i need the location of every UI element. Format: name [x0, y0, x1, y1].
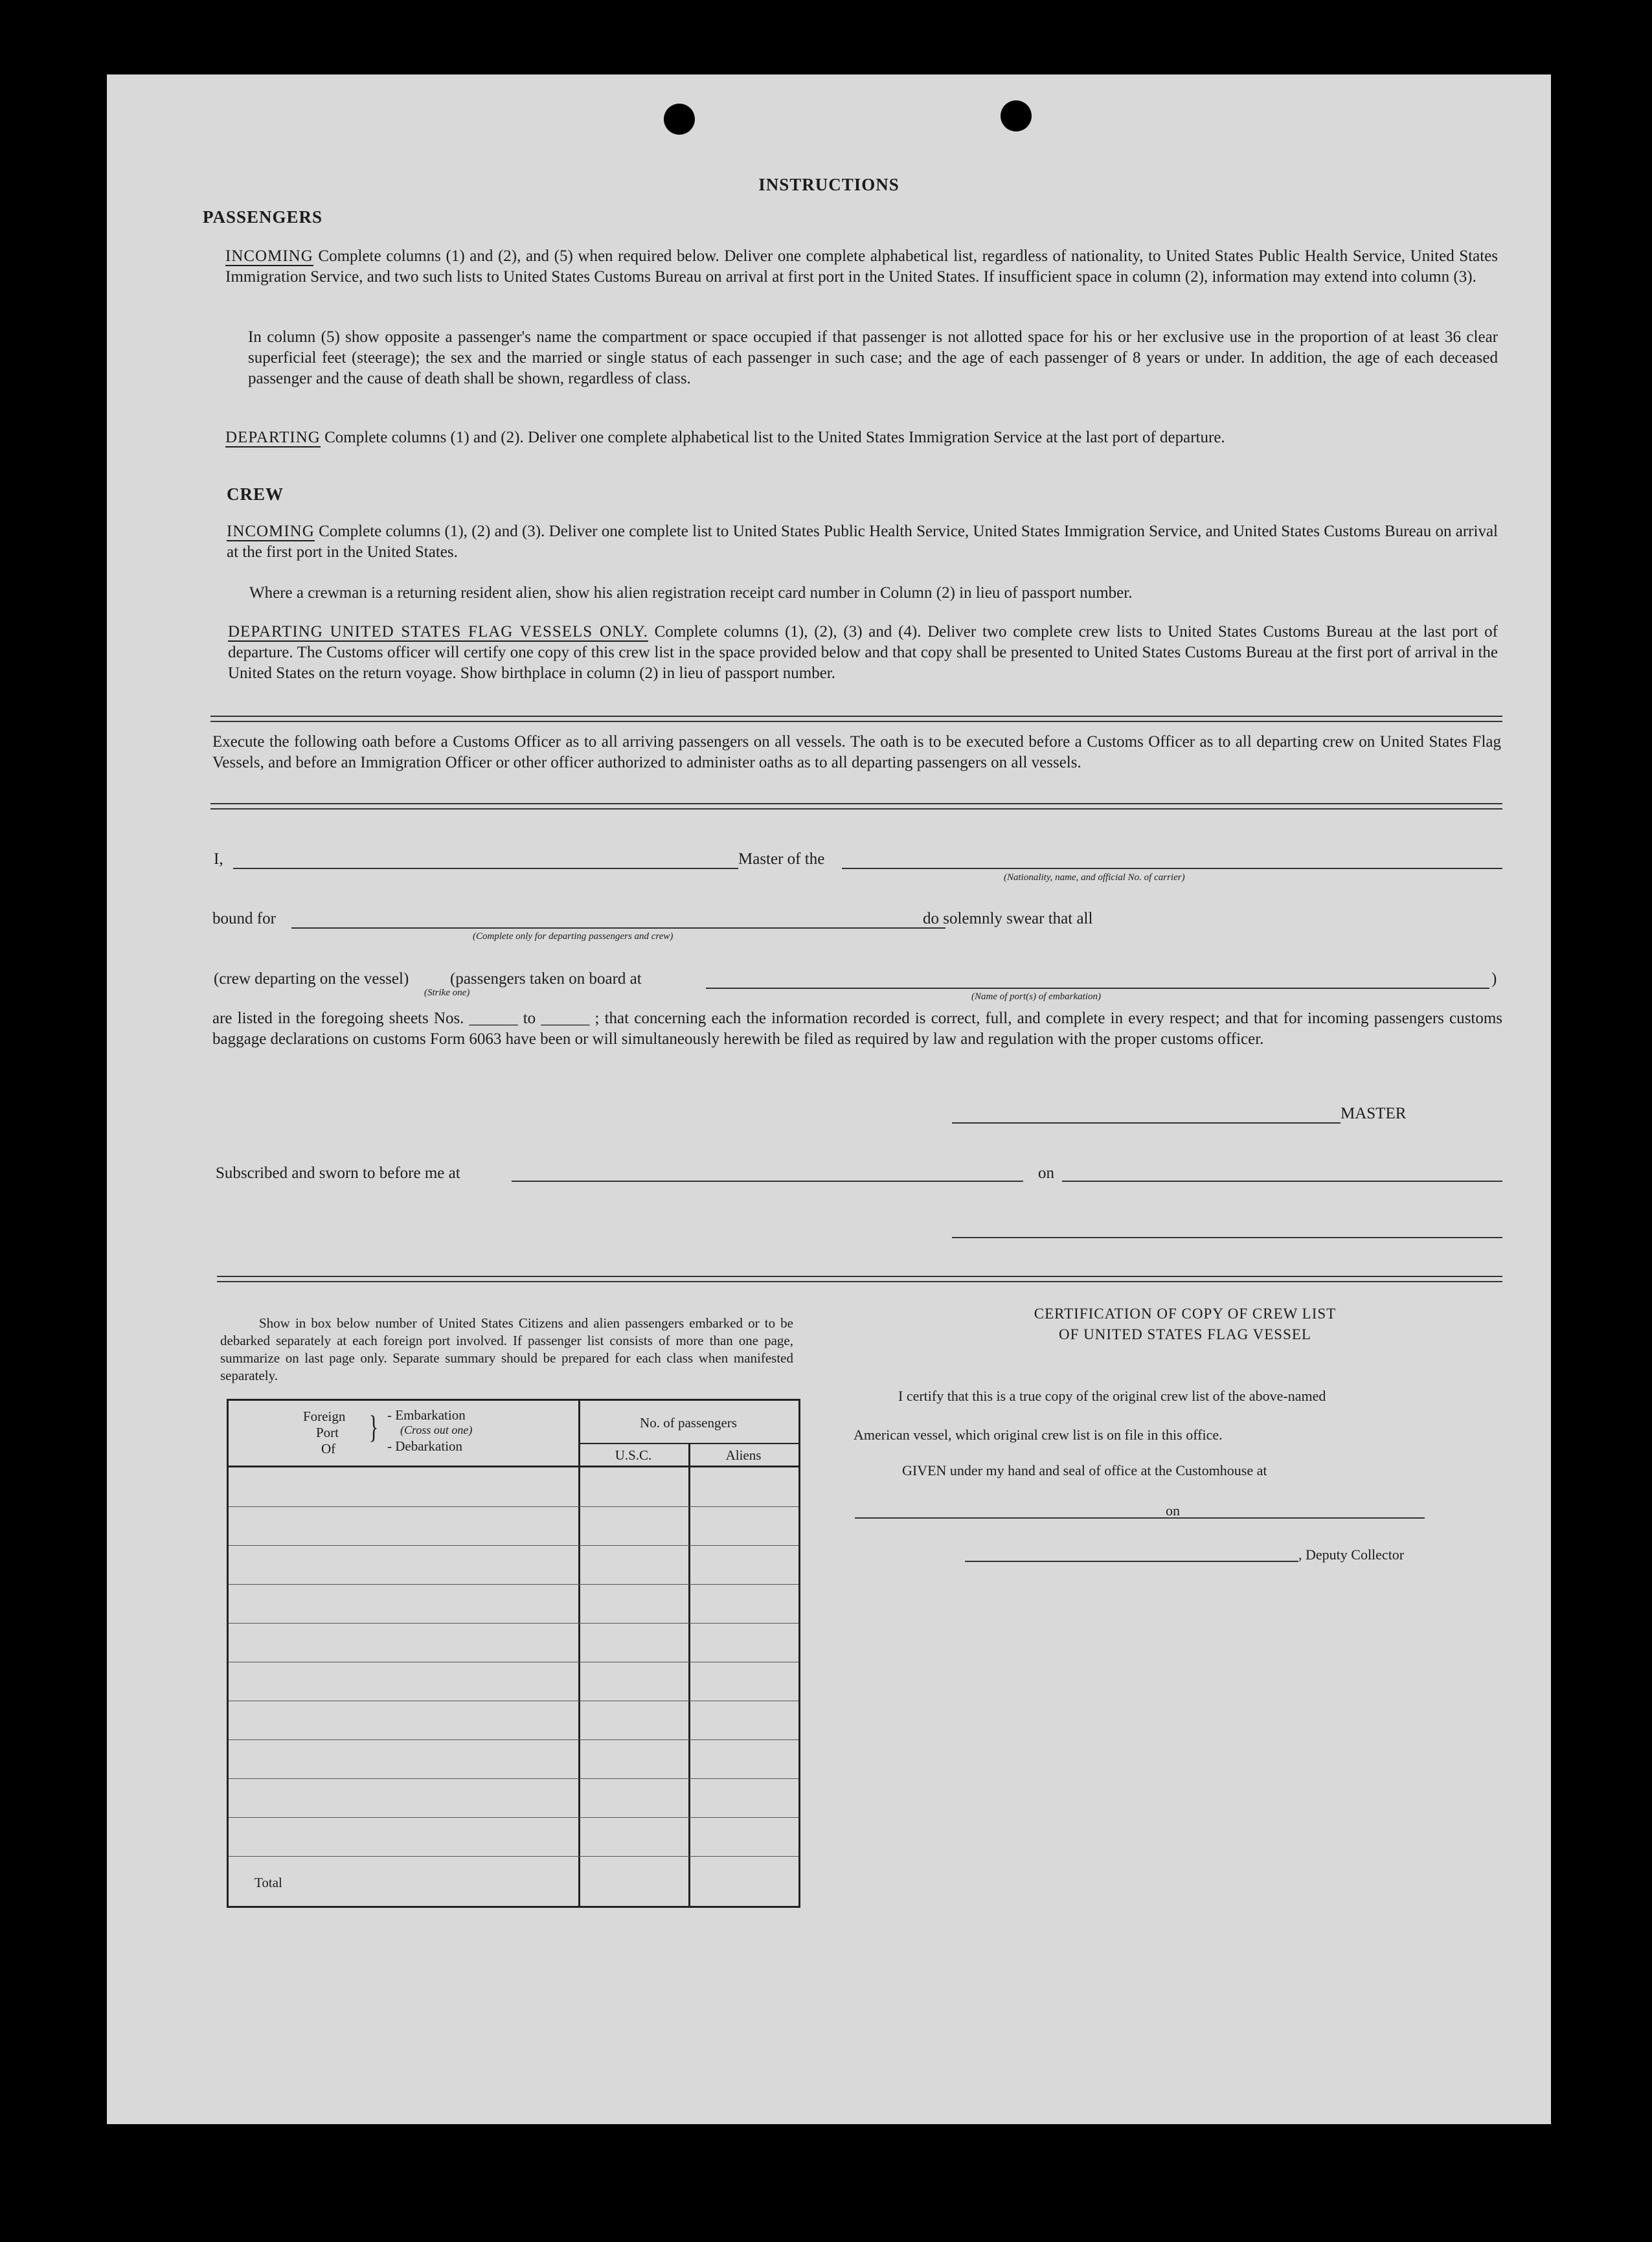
table-row — [229, 1817, 798, 1818]
table-row — [229, 1545, 798, 1546]
cert-on-label: on — [1166, 1502, 1180, 1519]
deputy-collector-label: , Deputy Collector — [1298, 1546, 1405, 1563]
cross-out-caption: (Cross out one) — [400, 1423, 473, 1436]
no-passengers-header: No. of passengers — [640, 1415, 737, 1431]
certification-title-1: CERTIFICATION OF COPY OF CREW LIST — [1034, 1306, 1337, 1322]
column-divider — [688, 1443, 690, 1906]
brace-glyph: } — [368, 1409, 379, 1445]
crew-incoming-text: Complete columns (1), (2) and (3). Deliver one complete list to United States Public Health Service, United States Immigration Service, and United States Customs Bureau on arrival at the first port in the United States. — [227, 523, 1498, 561]
table-row — [229, 1856, 798, 1857]
passengers-taken-option[interactable]: (passengers taken on board at — [450, 970, 642, 988]
port-caption: (Name of port(s) of embarkation) — [971, 991, 1101, 1002]
passenger-summary-box — [227, 1399, 800, 1908]
officer-signature-field[interactable] — [952, 1237, 1502, 1238]
foreign-label: Foreign — [303, 1409, 346, 1424]
deputy-signature-field[interactable] — [965, 1561, 1298, 1562]
crew-heading: CREW — [227, 484, 284, 504]
crew-incoming — [227, 521, 1498, 563]
strike-one-caption: (Strike one) — [424, 988, 470, 998]
departing-text: Complete columns (1) and (2). Deliver one complete alphabetical list to the United States Immigration Service at the last port of departure. — [324, 429, 1225, 446]
master-of-label: Master of the — [738, 850, 825, 868]
sworn-on-label: on — [1038, 1164, 1054, 1182]
resident-alien-instruction: Where a crewman is a returning resident alien, show his alien registration receipt card number in Column (2) in lieu of passport number. — [249, 584, 1133, 602]
header-divider — [578, 1443, 798, 1444]
form-page — [107, 74, 1551, 2124]
passengers-incoming — [225, 246, 1498, 288]
incoming-text: Complete columns (1) and (2), and (5) when required below. Deliver one complete alphabetical list, regardless of nationality, to United States Public Health Service, United States Immigration Service, and two such lists to United States Customs Bureau on arrival at first port in the United States. If insufficient space in column (2), information may extend into column (3). — [225, 247, 1499, 286]
total-label: Total — [255, 1875, 282, 1890]
debarkation-label: - Debarkation — [387, 1438, 463, 1454]
column5-instruction: In column (5) show opposite a passenger's name the compartment or space occupied if that passenger is not allotted space for his or her exclusive use in the proportion of at least 36 clear superficial feet (steerage); the sex and the married or single status of each passenger in such case; and the age of each passenger of 8 years or under. In addition, the age of each deceased passenger and the cause of death shall be shown, regardless of class. — [248, 328, 1498, 387]
close-paren: ) — [1491, 970, 1497, 988]
aliens-header: Aliens — [725, 1447, 762, 1463]
sworn-place-field[interactable] — [512, 1181, 1023, 1182]
cert-date-field[interactable] — [1188, 1517, 1425, 1519]
header-divider — [229, 1466, 798, 1467]
section-divider — [210, 716, 1502, 722]
embarkation-label: - Embarkation — [387, 1407, 466, 1423]
oath-i-label: I, — [214, 850, 223, 868]
certification-title-2: OF UNITED STATES FLAG VESSEL — [1059, 1326, 1311, 1342]
certify-line-2: American vessel, which original crew list is on file in this office. — [854, 1427, 1223, 1443]
crew-departing-option[interactable]: (crew departing on the vessel) — [214, 970, 409, 988]
crew-departing-text: Complete columns (1), (2), (3) and (4). Deliver two complete crew lists to United States Customs Bureau at the last port of departure. The Customs officer will certify one copy of this crew list in the space provided below and that copy shall be presented to United States Customs Bureau at the first port of arrival in the United States on the return voyage. Show birthplace in column (2) in lieu of passport number. — [228, 623, 1498, 682]
certify-line-1: I certify that this is a true copy of the original crew list of the above-named — [898, 1388, 1326, 1404]
table-row — [229, 1778, 798, 1779]
bound-for-field[interactable] — [291, 927, 945, 929]
passengers-heading: PASSENGERS — [203, 207, 323, 227]
carrier-caption: (Nationality, name, and official No. of carrier) — [1004, 872, 1185, 883]
bound-for-label: bound for — [212, 910, 276, 927]
table-row — [229, 1623, 798, 1624]
table-row — [229, 1506, 798, 1507]
section-divider — [210, 803, 1502, 810]
listed-sheets-text: are listed in the foregoing sheets Nos. ______ to ______ ; that concerning each the information recorded is correct, full, and complete in every respect; and that for incoming passengers customs baggage declarations on customs Form 6063 have been or will simultaneously herewith be filed as required by law and regulation with the proper customs officer. — [212, 1010, 1502, 1048]
column-divider — [578, 1401, 580, 1906]
oath-intro: Execute the following oath before a Customs Officer as to all arriving passengers on all vessels. The oath is to be executed before a Customs Officer as to all departing crew on United States Flag Vessels, and before an Immigration Officer or other officer authorized to administer oaths as to all departing passengers on all vessels. — [212, 733, 1501, 771]
instructions-title: INSTRUCTIONS — [758, 175, 900, 194]
passengers-departing — [225, 427, 1498, 448]
crew-incoming-label: INCOMING — [227, 523, 315, 540]
of-label: Of — [321, 1441, 336, 1456]
sworn-date-field[interactable] — [1062, 1181, 1502, 1182]
incoming-label: INCOMING — [225, 247, 313, 265]
usc-header: U.S.C. — [615, 1447, 652, 1463]
departing-label: DEPARTING — [225, 429, 321, 446]
table-row — [229, 1739, 798, 1740]
swear-text: do solemnly swear that all — [923, 910, 1093, 927]
table-row — [229, 1584, 798, 1585]
embarkation-port-field[interactable] — [706, 988, 1489, 989]
bound-caption: (Complete only for departing passengers and crew) — [473, 931, 673, 942]
subscribed-label: Subscribed and sworn to before me at — [216, 1164, 460, 1182]
master-name-field[interactable] — [233, 868, 738, 869]
punch-hole — [1001, 100, 1032, 131]
port-label: Port — [316, 1425, 339, 1440]
punch-hole — [664, 104, 695, 135]
section-divider — [217, 1276, 1502, 1282]
crew-departing — [228, 622, 1498, 684]
master-signature-field[interactable] — [952, 1122, 1341, 1124]
summary-instructions: Show in box below number of United States Citizens and alien passengers embarked or to be debarked separately at each foreign port involved. If passenger list consists of more than one page, summarize on last page only. Separate summary should be prepared for each class when manifested separately. — [220, 1315, 793, 1383]
master-label: MASTER — [1341, 1105, 1407, 1122]
crew-departing-label: DEPARTING UNITED STATES FLAG VESSELS ONLY. — [228, 623, 648, 640]
given-line: GIVEN under my hand and seal of office at the Customhouse at — [902, 1462, 1267, 1478]
carrier-field[interactable] — [842, 868, 1502, 869]
